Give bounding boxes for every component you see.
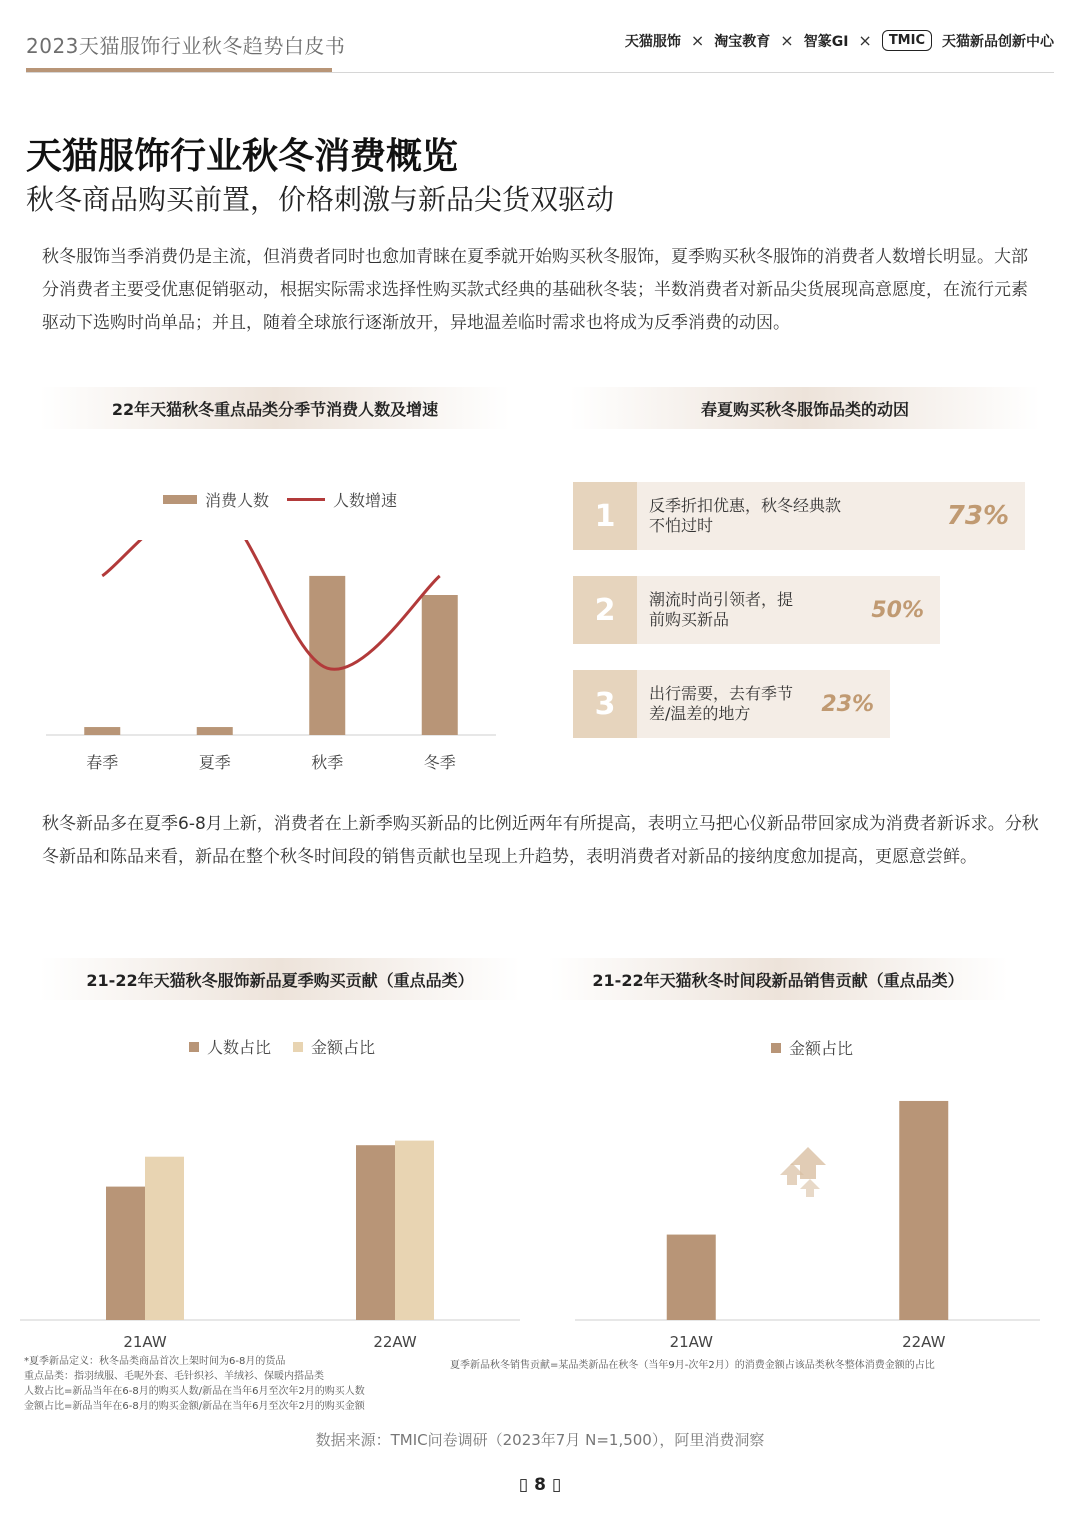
data-source: 数据来源：TMIC问卷调研（2023年7月 N=1,500），阿里消费洞察 [315, 1431, 765, 1449]
x-tick-label: 夏季 [198, 753, 231, 772]
legend-label: 金额占比 [789, 1039, 854, 1058]
x-tick-label: 冬季 [423, 753, 456, 772]
bar-22AW-人数占比 [356, 1145, 395, 1320]
x-tick-label: 21AW [669, 1333, 713, 1351]
reason-number: 3 [573, 670, 637, 738]
notes-left [24, 1354, 444, 1414]
page-subtitle: 秋冬商品购买前置，价格刺激与新品尖货双驱动 [26, 183, 615, 216]
legend-label: 消费人数 [205, 491, 270, 510]
note-line: 金额占比=新品当年在6-8月的购买金额/新品在当年6月至次年2月的购买金额 [24, 1401, 365, 1412]
reasons-title: 春夏购买秋冬服饰品类的动因 [570, 387, 1040, 429]
page-number [0, 1475, 1080, 1495]
legend-bar-swatch [163, 495, 197, 504]
bar-22AW-金额占比 [395, 1141, 434, 1320]
page-bracket-icon: ▯ [518, 1475, 535, 1495]
note-line: 重点品类：指羽绒服、毛呢外套、毛针织衫、羊绒衫、保暖内搭品类 [24, 1371, 324, 1382]
zhizhuan-gi-logo: 智篆GI [803, 33, 849, 50]
legend-swatch [293, 1042, 303, 1052]
bar-22AW-金额占比 [899, 1101, 948, 1320]
second-paragraph: 秋冬新品多在夏季6-8月上新，消费者在上新季购买新品的比例近两年有所提高，表明立马把心仪新品带回家成为消费者新诉求。分秋冬新品和陈品来看，新品在整个秋冬时间段的销售贡献也呈现上升趋势，表明消费者对新品的接纳度愈加提高，更愿意尝鲜。 [42, 814, 1039, 867]
note-right: 夏季新品秋冬销售贡献=某品类新品在秋冬（当年9月-次年2月）的消费金额占该品类秋冬整体消费金额的占比 [450, 1360, 935, 1371]
chart2-legend [189, 1035, 375, 1058]
separator: × [858, 31, 872, 50]
separator: × [780, 31, 794, 50]
season-consumer-chart [40, 540, 510, 780]
reason-number: 2 [573, 576, 637, 644]
taobao-education-logo: 淘宝教育 [714, 33, 771, 50]
bar-21AW-人数占比 [106, 1187, 145, 1320]
document-title: 2023天猫服饰行业秋冬趋势白皮书 [26, 34, 346, 58]
legend-label: 金额占比 [311, 1038, 376, 1057]
legend-label: 人数占比 [207, 1038, 272, 1057]
growth-line [102, 540, 440, 669]
separator: × [690, 31, 705, 50]
new-product-summer-chart [20, 1080, 520, 1360]
note-line: 人数占比=新品当年在6-8月的购买人数/新品在当年6月至次年2月的购买人数 [24, 1386, 365, 1397]
x-tick-label: 21AW [123, 1333, 167, 1351]
bar-秋季 [309, 576, 345, 735]
header-rule [26, 72, 1054, 73]
x-tick-label: 秋季 [311, 753, 344, 772]
new-product-sales-chart [575, 1080, 1040, 1360]
bar-冬季 [422, 595, 458, 735]
reason-card-3 [573, 670, 890, 738]
page-number-value: 8 [534, 1475, 546, 1495]
reason-percent: 73% [946, 501, 1009, 531]
bar-夏季 [197, 727, 233, 735]
tmall-innovation-center-logo: 天猫新品创新中心 [942, 33, 1054, 50]
chart3-legend [771, 1036, 853, 1059]
legend-label: 人数增速 [333, 491, 398, 510]
partner-logos [625, 30, 1054, 51]
bar-21AW-金额占比 [145, 1157, 184, 1320]
chart1-title: 22年天猫秋冬重点品类分季节消费人数及增速 [40, 387, 510, 429]
reason-percent: 23% [821, 691, 874, 717]
bar-春季 [84, 727, 120, 735]
reason-percent: 50% [871, 597, 924, 623]
reason-text: 出行需要，去有季节差/温差的地方 [649, 684, 794, 723]
x-tick-label: 春季 [86, 753, 119, 772]
legend-swatch [189, 1042, 199, 1052]
reason-card-2 [573, 576, 940, 644]
reason-text: 潮流时尚引领者，提前购买新品 [649, 590, 794, 629]
bar-21AW-金额占比 [667, 1235, 716, 1320]
tmall-fashion-logo: 天猫服饰 [624, 33, 681, 50]
legend-line-swatch [287, 498, 325, 501]
tmic-logo: TMIC [882, 30, 932, 51]
chart1-legend [163, 488, 397, 511]
chart3-title: 21-22年天猫秋冬时间段新品销售贡献（重点品类） [548, 958, 1008, 1000]
reason-card-1 [573, 482, 1025, 550]
reason-text: 反季折扣优惠，秋冬经典款不怕过时 [649, 496, 842, 535]
page-bracket-icon: ▯ [551, 1475, 562, 1495]
legend-swatch [771, 1043, 781, 1053]
page-title: 天猫服饰行业秋冬消费概览 [26, 136, 459, 177]
note-line: *夏季新品定义：秋冬品类商品首次上架时间为6-8月的货品 [24, 1356, 286, 1367]
chart2-title: 21-22年天猫秋冬服饰新品夏季购买贡献（重点品类） [40, 958, 520, 1000]
up-arrows-icon [778, 1145, 838, 1200]
intro-paragraph: 秋冬服饰当季消费仍是主流，但消费者同时也愈加青睐在夏季就开始购买秋冬服饰，夏季购买秋冬服饰的消费者人数增长明显。大部分消费者主要受优惠促销驱动，根据实际需求选择性购买款式经典的基础秋冬装；半数消费者对新品尖货展现高意愿度，在流行元素驱动下选购时尚单品；并且，随着全球旅行逐渐放开，异地温差临时需求也将成为反季消费的动因。 [42, 247, 1028, 333]
reason-number: 1 [573, 482, 637, 550]
x-tick-label: 22AW [902, 1333, 946, 1351]
x-tick-label: 22AW [373, 1333, 417, 1351]
